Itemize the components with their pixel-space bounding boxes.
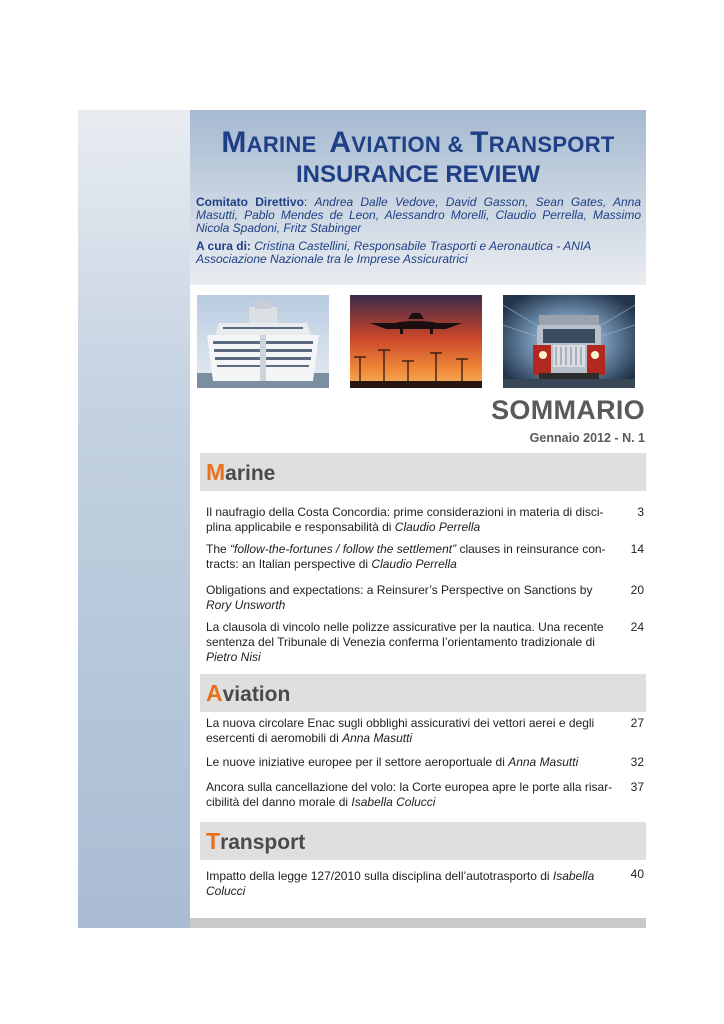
entry-author: Claudio Perrella [371, 557, 457, 571]
airplane-sunset-photo [350, 295, 482, 388]
entry-title: clauses in reinsurance con- tracts: an Italian perspective di [206, 542, 606, 571]
section-header-aviation [200, 674, 646, 712]
bottom-divider [190, 918, 646, 928]
entry-title: Ancora sulla cancellazione del volo: la Corte europea apre le porte alla risar- cibilità del danno morale di [206, 780, 613, 809]
entry-title: La clausola di vincolo nelle polizze assicurative per la nautica. Una recente sentenza del Tribunale di Venezia conferma l’orientamento tradizionale di [206, 620, 604, 649]
curator-names: Cristina Castellini, Responsabile Trasporti e Aeronautica - ANIA Associazione Nazionale tra le Imprese Assicuratrici [196, 239, 591, 266]
truck-tunnel-photo [503, 295, 635, 388]
entry-title: Le nuove iniziative europee per il settore aeroportuale di [206, 755, 509, 769]
entry-author: Rory Unsworth [206, 598, 286, 612]
toc-entry[interactable] [206, 583, 618, 613]
sidebar-band [78, 110, 190, 928]
title-ampersand: & [447, 132, 464, 157]
summary-title: SOMMARIO [491, 395, 645, 425]
title-cap-a: A [329, 126, 352, 159]
section-rest: arine [225, 462, 276, 485]
toc-entry[interactable] [206, 716, 618, 746]
toc-entry[interactable] [206, 780, 618, 810]
entry-page-number: 40 [630, 867, 644, 881]
entry-page-number: 27 [630, 716, 644, 730]
entry-title-prefix: The [206, 542, 231, 556]
entry-page-number: 14 [630, 542, 644, 556]
entry-page-number: 37 [630, 780, 644, 794]
title-line-1 [190, 128, 646, 158]
entry-author: Anna Masutti [508, 755, 579, 769]
committee-block: Comitato Direttivo: Andrea Dalle Vedove, David Gasson, Sean Gates, Anna Masutti, Pablo Mendes de Leon, Alessandro Morelli, Claudio Perrella, Massimo Nicola Spadoni, Fritz Stabinger [196, 195, 641, 235]
toc-entry[interactable] [206, 755, 618, 770]
curator-label: A cura di: [196, 239, 251, 253]
title-rest-aviation: VIATION [351, 132, 442, 157]
entry-title: Impatto della legge 127/2010 sulla disciplina dell’autotrasporto di [206, 869, 553, 883]
entry-page-number: 20 [630, 583, 644, 597]
toc-entry[interactable] [206, 505, 618, 535]
entry-title-quote: “follow-the-fortunes / follow the settlement” [230, 542, 457, 556]
toc-entry[interactable] [206, 620, 618, 665]
entry-author: Isabella Colucci [351, 795, 436, 809]
publication-title [190, 128, 646, 187]
section-header-marine [200, 453, 646, 491]
toc-entry[interactable] [206, 869, 618, 899]
committee-label: Comitato Direttivo [196, 195, 304, 209]
section-rest: ransport [220, 831, 306, 854]
entry-author: Isabella Colucci [206, 869, 595, 898]
section-title [206, 828, 305, 855]
entry-author: Claudio Perrella [394, 520, 481, 534]
title-rest-marine: ARINE [246, 132, 317, 157]
section-title [206, 459, 275, 486]
section-header-transport [200, 822, 646, 860]
entry-title: Il naufragio della Costa Concordia: prime considerazioni in materia di disci- plina applicabile e responsabilità di [206, 505, 604, 534]
entry-page-number: 24 [630, 620, 644, 634]
entry-title: La nuova circolare Enac sugli obblighi assicurativi dei vettori aerei e degli esercenti di aeromobili di [206, 716, 595, 745]
section-rest: viation [222, 683, 291, 706]
title-cap-t: T [470, 126, 489, 159]
title-rest-transport: RANSPORT [488, 132, 615, 157]
entry-page-number: 32 [630, 755, 644, 769]
cruise-ship-photo [197, 295, 329, 388]
section-initial: T [206, 828, 221, 854]
entry-author: Anna Masutti [342, 731, 413, 745]
section-initial: M [206, 459, 226, 485]
section-initial: A [206, 680, 223, 706]
title-cap-m: M [221, 126, 247, 159]
title-line-2: INSURANCE REVIEW [295, 161, 541, 188]
entry-author: Pietro Nisi [206, 650, 261, 664]
entry-page-number: 3 [637, 505, 644, 519]
issue-date: Gennaio 2012 - N. 1 [529, 431, 645, 445]
curator-block [196, 240, 641, 266]
toc-entry[interactable] [206, 542, 618, 572]
committee-names: Andrea Dalle Vedove, David Gasson, Sean Gates, Anna Masutti, Pablo Mendes de Leon, Alessandro Morelli, Claudio Perrella, Massimo Nicola Spadoni, Fritz Stabinger [196, 195, 641, 235]
section-title [206, 680, 290, 707]
entry-title: Obligations and expectations: a Reinsurer’s Perspective on Sanctions by [206, 583, 593, 597]
